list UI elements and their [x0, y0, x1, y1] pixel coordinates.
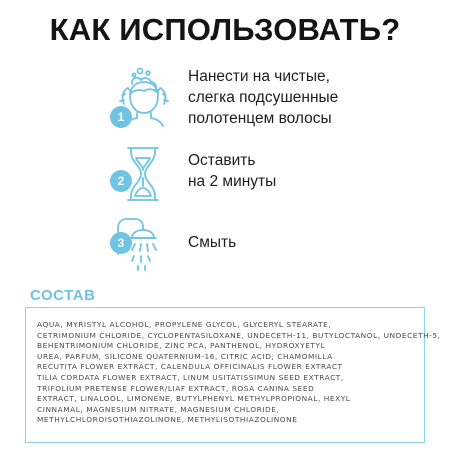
page-title: КАК ИСПОЛЬЗОВАТЬ? [49, 12, 401, 47]
composition-line: TILIA CORDATA FLOWER EXTRACT, LINUM USITATISSIMUN SEED EXTRACT, [37, 372, 344, 382]
composition-line: EXTRACT, LINALOOL, LIMONENE, BUTYLPHENYL METHYLPROPIONAL, HEXYL [37, 394, 351, 404]
composition-line: METHYLCHLOROISOTHIAZOLINONE, METHYLISOTHIAZOLINONE [37, 415, 298, 425]
step-number-badge: 1 [110, 106, 132, 128]
step-number-badge: 3 [110, 232, 132, 254]
step-2-text: Оставить на 2 минуты [188, 152, 277, 190]
step-number-badge: 2 [110, 170, 132, 192]
composition-line: CETRIMONIUM CHLORIDE, CYCLOPENTASILOXANE, UNDECETH-11, BUTYLOCTANOL, UNDECETH-5, [37, 330, 441, 340]
composition-line: RECUTITA FLOWER EXTRACT, CALENDULA OFFICINALIS FLOWER EXTRACT [37, 362, 343, 372]
step-3 [0, 214, 450, 284]
step-1 [0, 66, 450, 136]
step-2 [0, 142, 450, 212]
composition-line: UREA, PARFUM, SILICONE QUATERNIUM-16, CITRIC ACID, CHAMOMILLA [37, 351, 333, 361]
composition-line: TRIFOLIUM PRETENSE FLOWER/LIAF EXTRACT, ROSA CANINA SEED [37, 383, 315, 393]
composition-line: BEHENTRIMONIUM CHLORIDE, ZINC PCA, PANTHENOL, HYDROXYETYL [37, 341, 326, 351]
composition-line: CINNAMAL, MAGNESIUM NITRATE, MAGNESIUM CHLORIDE, [37, 404, 280, 414]
composition-line: AQUA, MYRISTYL ALCOHOL, PROPYLENE GLYCOL, GLYCERYL STEARATE, [37, 320, 332, 329]
composition-box [25, 307, 441, 443]
composition-title: СОСТАВ [30, 287, 96, 304]
step-1-text: Нанести на чистые, слегка подсушенные полотенцем волосы [188, 68, 339, 127]
step-3-text: Смыть [188, 234, 237, 251]
